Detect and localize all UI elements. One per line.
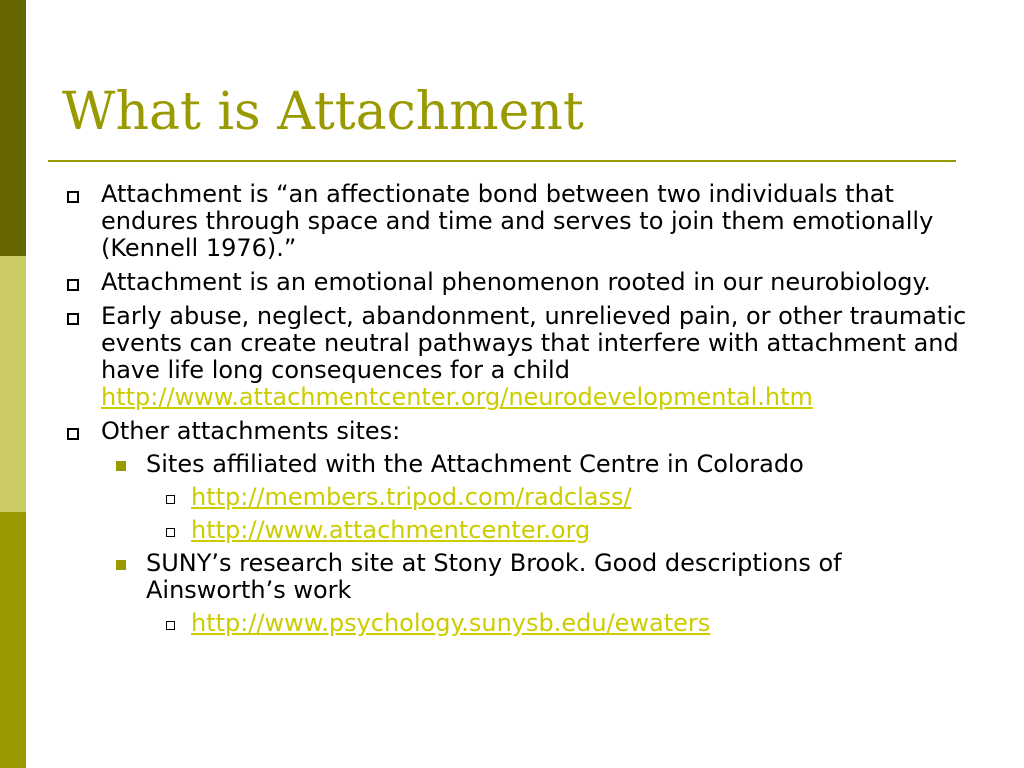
neurodevelopmental-link[interactable]: http://www.attachmentcenter.org/neurodevelopmental.htm — [101, 383, 813, 411]
bullet-other-sites — [60, 418, 980, 637]
attachmentcenter-link[interactable]: http://www.attachmentcenter.org — [191, 516, 591, 544]
bullet-text: Other attachments sites: — [101, 417, 401, 445]
hollow-square-bullet-icon — [67, 313, 79, 325]
small-hollow-square-bullet-icon — [166, 528, 175, 537]
decorative-bar-bottom — [0, 512, 26, 768]
title-underline — [48, 160, 956, 162]
bullet-text: Early abuse, neglect, abandonment, unrelieved pain, or other traumatic events can create neutral pathways that interfere with attachment and have life long consequences for a child — [101, 302, 967, 384]
link-item-sunysb — [60, 610, 980, 637]
bullet-attachment-definition — [60, 181, 980, 262]
bullet-early-abuse — [60, 303, 980, 411]
filled-square-bullet-icon — [116, 461, 126, 471]
sub-bullet-text: Sites affiliated with the Attachment Centre in Colorado — [146, 450, 804, 478]
link-item-attachmentcenter — [60, 517, 980, 544]
link-item-tripod — [60, 484, 980, 511]
sub-bullet-text: SUNY’s research site at Stony Brook. Good descriptions of Ainsworth’s work — [146, 549, 842, 604]
hollow-square-bullet-icon — [67, 279, 79, 291]
sub-bullet-colorado — [60, 451, 980, 478]
slide-title: What is Attachment — [62, 82, 584, 142]
bullet-emotional-phenomenon — [60, 269, 980, 296]
small-hollow-square-bullet-icon — [166, 621, 175, 630]
decorative-bar-top — [0, 0, 26, 256]
sunysb-link[interactable]: http://www.psychology.sunysb.edu/ewaters — [191, 609, 711, 637]
hollow-square-bullet-icon — [67, 428, 79, 440]
tripod-link[interactable]: http://members.tripod.com/radclass/ — [191, 483, 632, 511]
small-hollow-square-bullet-icon — [166, 495, 175, 504]
bullet-text: Attachment is an emotional phenomenon rooted in our neurobiology. — [101, 268, 931, 296]
bullet-text: Attachment is “an affectionate bond between two individuals that endures through space and time and serves to join them emotionally (Kennell 1976).” — [101, 180, 934, 262]
slide-body — [60, 181, 980, 644]
hollow-square-bullet-icon — [67, 191, 79, 203]
decorative-bar-middle — [0, 256, 26, 512]
filled-square-bullet-icon — [116, 560, 126, 570]
sub-bullet-suny — [60, 550, 980, 604]
